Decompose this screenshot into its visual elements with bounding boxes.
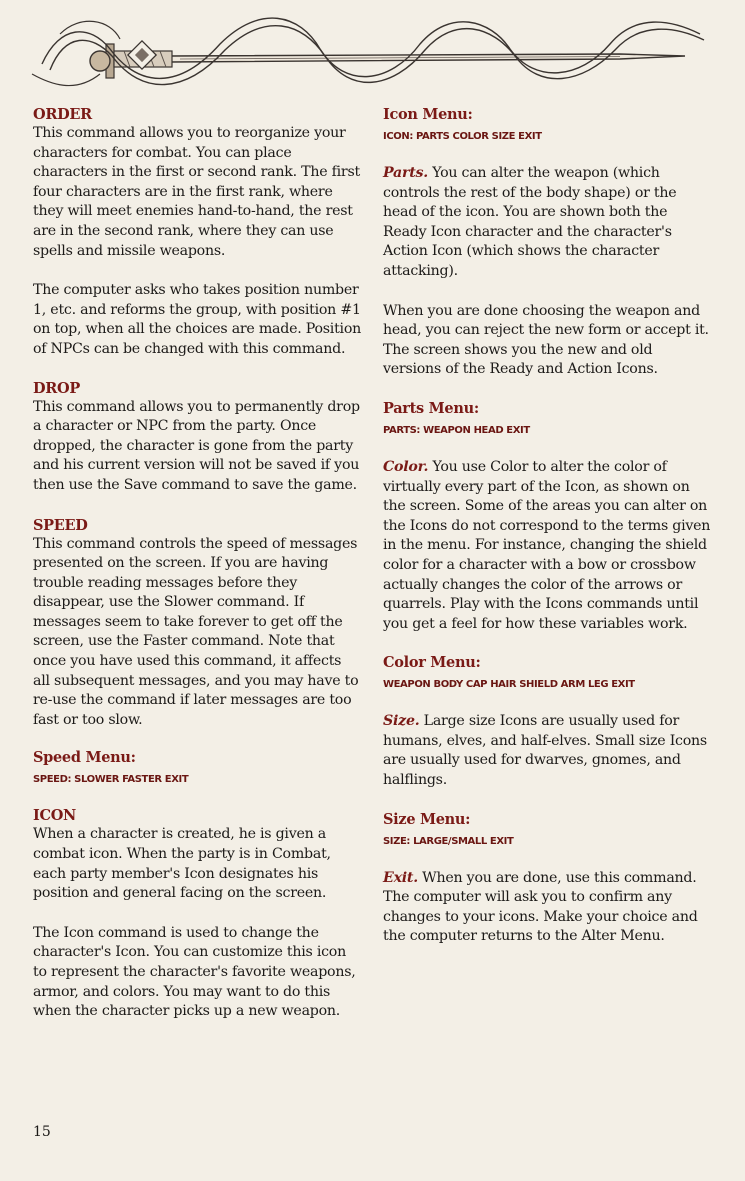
size-lead: Size. [383,713,420,730]
exit-lead: Exit. [383,869,418,886]
speed-paragraph: This command controls the speed of messages presented on the screen. If you are having trouble reading messages before they disappear, use the Slower command. If messages seem to take forever to get off the screen, use the Faster command. Note that once you have used this command, it affects all subsequent messages, and you may have to re-use the command if later messages are too fast or too slow. [33,535,359,728]
size-paragraph [383,712,713,790]
color-lead: Color. [383,458,429,475]
icon-paragraph-1: When a character is created, he is given a combat icon. When the party is in Combat, each party member's Icon designates his position and general facing on the screen. [33,826,331,902]
order-paragraph-2: The computer asks who takes position number 1, etc. and reforms the group, with position #1 on top, when all the choices are made. Position of NPCs can be changed with this command. [33,282,361,357]
speed-heading: SPEED [33,516,88,534]
speed-menu-line: SPEED: SLOWER FASTER EXIT [33,774,189,786]
size-menu-line: SIZE: LARGE/SMALL EXIT [383,835,514,847]
color-paragraph [383,458,713,634]
page-number: 15 [33,1124,51,1140]
left-column [33,106,361,1022]
color-text: You use Color to alter the color of virtually every part of the Icon, as shown on the screen. Some of the areas you can alter on the Icons do not correspond to the terms given in the menu. For instance, changing the shield color for a character with a bow or crossbow actually changes the color of the arrows or quarrels. Play with the Icons commands until you get a feel for how these variables work. [383,458,711,632]
drop-heading: DROP [33,379,80,397]
parts-menu-heading: Parts Menu: [383,399,479,417]
parts-paragraph-2: When you are done choosing the weapon and head, you can reject the new form or accept it. The screen shows you the new and old versions of the Ready and Action Icons. [383,302,709,378]
drop-paragraph: This command allows you to permanently drop a character or NPC from the party. Once dropped, the character is gone from the party and his current version will not be saved if you then use the Save command to save the game. [33,398,360,493]
parts-lead: Parts. [383,165,428,181]
right-column [383,106,713,947]
exit-paragraph [383,869,713,947]
parts-menu-line: PARTS: WEAPON HEAD EXIT [383,424,530,436]
color-menu-heading: Color Menu: [383,654,481,672]
icon-menu-heading: Icon Menu: [383,106,473,123]
exit-text: When you are done, use this command. The computer will ask you to confirm any changes to your icons. Make your choice and the computer returns to the Alter Menu. [383,869,698,945]
sword-ribbon-ornament [20,4,710,104]
parts-text: You can alter the weapon (which controls the rest of the body shape) or the head of the icon. You are shown both the Ready Icon character and the character's Action Icon (which shows the character attacking). [383,165,677,279]
size-menu-heading: Size Menu: [383,810,471,828]
order-heading: ORDER [33,106,92,123]
speed-menu-heading: Speed Menu: [33,749,136,767]
color-menu-line: WEAPON BODY CAP HAIR SHIELD ARM LEG EXIT [383,679,635,691]
icon-menu-line: ICON: PARTS COLOR SIZE EXIT [383,131,542,142]
size-text: Large size Icons are usually used for humans, elves, and half-elves. Small size Icons are usually used for dwarves, gnomes, and halflings. [383,713,707,789]
parts-paragraph-1 [383,164,713,282]
order-paragraph-1: This command allows you to reorganize your characters for combat. You can place characters in the first or second rank. The first four characters are in the first rank, where they will meet enemies hand-to-hand, the rest are in the second rank, where they can use spells and missile weapons. [33,125,360,259]
icon-paragraph-2: The Icon command is used to change the character's Icon. You can customize this icon to represent the character's favorite weapons, armor, and colors. You may want to do this when the character picks up a new weapon. [33,924,356,1020]
icon-heading: ICON [33,807,77,825]
